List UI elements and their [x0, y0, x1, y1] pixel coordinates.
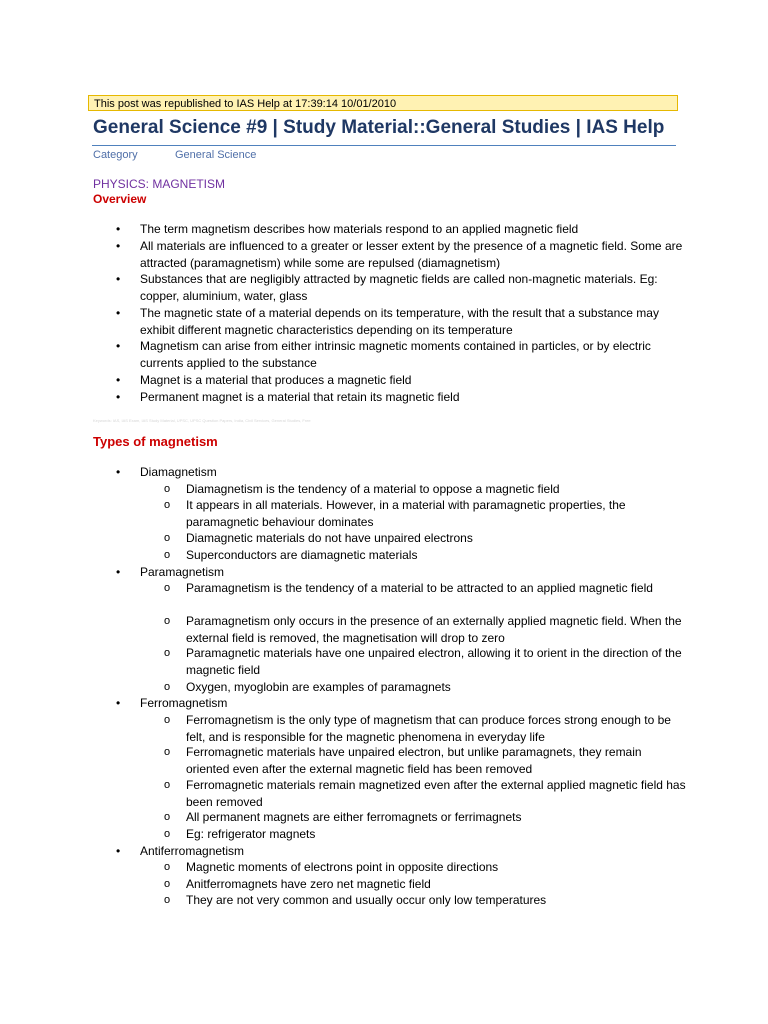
circle-bullet-icon: o [164, 828, 171, 840]
type-item-paramagnetism [116, 564, 685, 581]
overview-item [116, 338, 685, 371]
overview-item-text: The term magnetism describes how materials respond to an applied magnetic field [140, 222, 579, 236]
sub-point-text: Diamagnetic materials do not have unpaired electrons [186, 531, 473, 545]
bullet-icon: • [116, 339, 121, 353]
circle-bullet-icon: o [164, 779, 171, 791]
circle-bullet-icon: o [164, 811, 171, 823]
circle-bullet-icon: o [164, 615, 171, 627]
bullet-icon: • [116, 565, 121, 579]
overview-item-text: All materials are influenced to a greater or lesser extent by the presence of a magnetic field. Some are attracted (paramagnetism) while some are repulsed (diamagnetism) [140, 239, 683, 270]
sub-point [164, 481, 686, 498]
overview-item [116, 271, 685, 304]
keywords-line: Keywords: IAS, IAS Exam, IAS Study Material, UPSC, UPSC Question Papers, India, Civil Services, General Studies, Free [93, 418, 311, 423]
overview-item-text: Permanent magnet is a material that retain its magnetic field [140, 390, 460, 404]
overview-item [116, 221, 685, 238]
overview-item [116, 238, 685, 271]
circle-bullet-icon: o [164, 582, 171, 594]
section-heading-overview: Overview [93, 192, 147, 206]
circle-bullet-icon: o [164, 746, 171, 758]
sub-point [164, 497, 686, 530]
sub-point-text: Anitferromagnets have zero net magnetic field [186, 877, 431, 891]
sub-point [164, 876, 686, 893]
category-value: General Science [175, 149, 257, 161]
circle-bullet-icon: o [164, 483, 171, 495]
type-item-diamagnetism [116, 464, 685, 481]
sub-point-text: Diamagnetism is the tendency of a material to oppose a magnetic field [186, 482, 560, 496]
sub-point-text: Magnetic moments of electrons point in opposite directions [186, 860, 499, 874]
circle-bullet-icon: o [164, 878, 171, 890]
sub-point [164, 679, 686, 696]
republish-notice: This post was republished to IAS Help at 17:39:14 10/01/2010 [88, 95, 678, 111]
type-item-ferromagnetism [116, 695, 685, 712]
sub-point-text: Ferromagnetism is the only type of magnetism that can produce forces strong enough to be felt, and is responsible for the magnetic phenomena in everyday life [186, 713, 671, 744]
sub-point [164, 547, 686, 564]
sub-point-text: Paramagnetism only occurs in the presence of an externally applied magnetic field. When the external field is removed, the magnetisation will drop to zero [186, 614, 682, 645]
sub-point-text: Ferromagnetic materials remain magnetized even after the external applied magnetic field has been removed [186, 778, 686, 809]
section-heading-physics: PHYSICS: MAGNETISM [93, 177, 226, 191]
bullet-icon: • [116, 465, 121, 479]
bullet-icon: • [116, 272, 121, 286]
sub-point [164, 744, 686, 777]
type-name: Diamagnetism [140, 465, 217, 479]
circle-bullet-icon: o [164, 861, 171, 873]
sub-point [164, 826, 686, 843]
type-name: Antiferromagnetism [140, 844, 245, 858]
sub-point [164, 613, 686, 646]
sub-point-text: Oxygen, myoglobin are examples of paramagnets [186, 680, 451, 694]
sub-point [164, 645, 686, 678]
overview-item-text: The magnetic state of a material depends on its temperature, with the result that a substance may exhibit different magnetic characteristics depending on its temperature [140, 306, 659, 337]
bullet-icon: • [116, 696, 121, 710]
bullet-icon: • [116, 306, 121, 320]
page-title: General Science #9 | Study Material::General Studies | IAS Help [93, 117, 665, 138]
circle-bullet-icon: o [164, 532, 171, 544]
sub-point-text: Eg: refrigerator magnets [186, 827, 316, 841]
circle-bullet-icon: o [164, 549, 171, 561]
section-heading-types: Types of magnetism [93, 434, 218, 449]
sub-point-text: All permanent magnets are either ferromagnets or ferrimagnets [186, 810, 522, 824]
category-label: Category [93, 149, 138, 161]
sub-point [164, 859, 686, 876]
sub-point [164, 530, 686, 547]
overview-item [116, 389, 685, 406]
title-divider [92, 145, 676, 146]
sub-point-text: Paramagnetism is the tendency of a material to be attracted to an applied magnetic field [186, 581, 653, 595]
sub-point [164, 777, 686, 810]
bullet-icon: • [116, 222, 121, 236]
overview-item [116, 372, 685, 389]
sub-point-text: Ferromagnetic materials have unpaired electron, but unlike paramagnets, they remain oriented even after the external magnetic field has been removed [186, 745, 642, 776]
sub-point [164, 809, 686, 826]
circle-bullet-icon: o [164, 894, 171, 906]
sub-point-text: Paramagnetic materials have one unpaired electron, allowing it to orient in the direction of the magnetic field [186, 646, 682, 677]
type-name: Ferromagnetism [140, 696, 228, 710]
sub-point-text: They are not very common and usually occur only low temperatures [186, 893, 547, 907]
bullet-icon: • [116, 239, 121, 253]
sub-point-text: It appears in all materials. However, in a material with paramagnetic properties, the paramagnetic behaviour dominates [186, 498, 626, 529]
circle-bullet-icon: o [164, 499, 171, 511]
bullet-icon: • [116, 373, 121, 387]
overview-item [116, 305, 685, 338]
sub-point-text: Superconductors are diamagnetic materials [186, 548, 418, 562]
sub-point [164, 580, 686, 597]
bullet-icon: • [116, 390, 121, 404]
sub-point [164, 712, 686, 745]
bullet-icon: • [116, 844, 121, 858]
overview-item-text: Magnet is a material that produces a magnetic field [140, 373, 412, 387]
circle-bullet-icon: o [164, 681, 171, 693]
type-name: Paramagnetism [140, 565, 225, 579]
overview-item-text: Magnetism can arise from either intrinsic magnetic moments contained in particles, or by electric currents applied to the substance [140, 339, 651, 370]
sub-point [164, 892, 686, 909]
type-item-antiferromagnetism [116, 843, 685, 860]
circle-bullet-icon: o [164, 647, 171, 659]
circle-bullet-icon: o [164, 714, 171, 726]
overview-item-text: Substances that are negligibly attracted by magnetic fields are called non-magnetic materials. Eg: copper, aluminium, water, glass [140, 272, 658, 303]
